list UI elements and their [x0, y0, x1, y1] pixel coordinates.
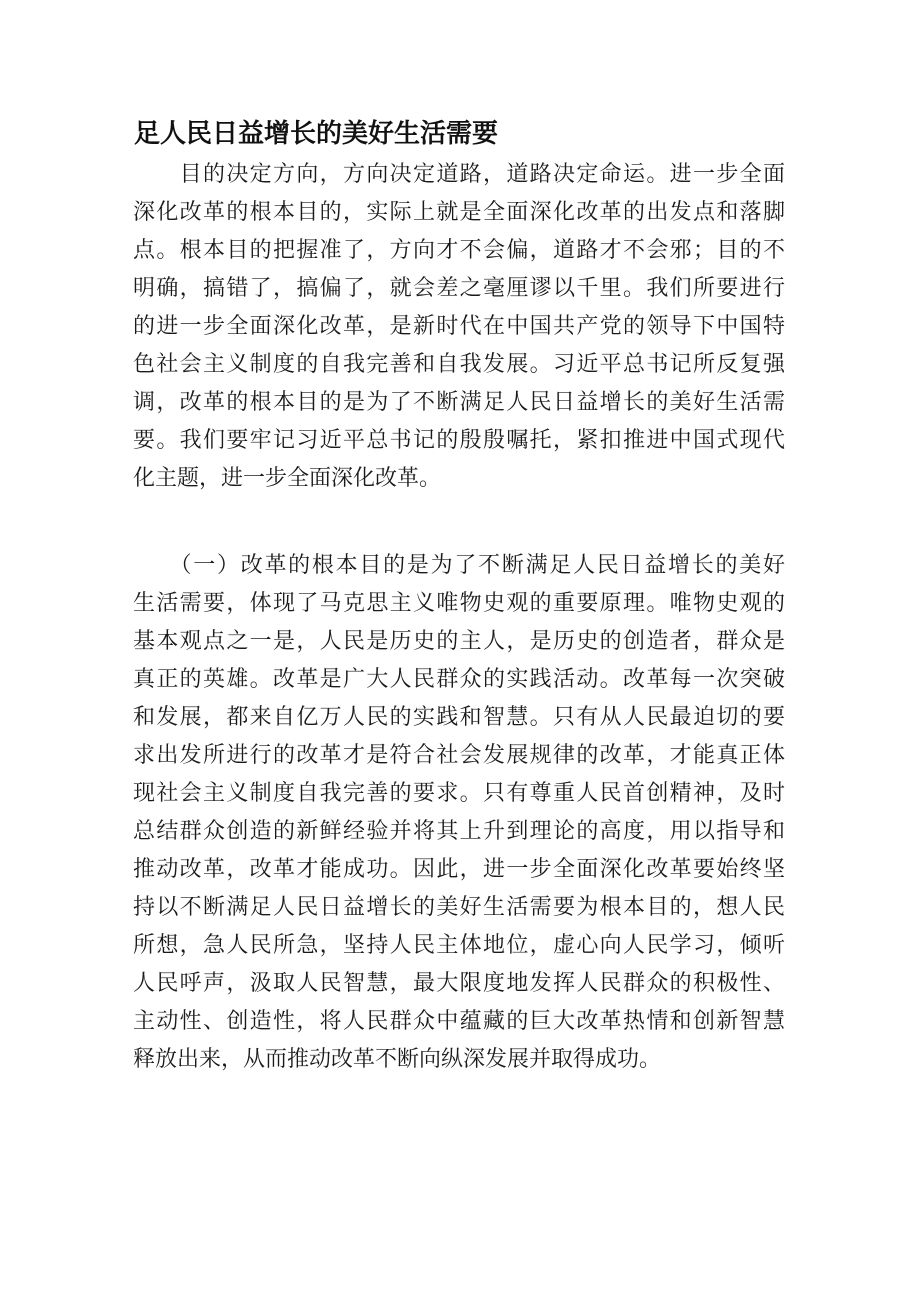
- text-line: 释放出来，从而推动改革不断向纵深发展并取得成功。: [133, 1047, 662, 1072]
- text-line: （一）改革的根本目的是为了不断满足人民日益增长的美好: [133, 553, 785, 578]
- text-line: 推动改革，改革才能成功。因此，进一步全面深化改革要始终坚: [133, 857, 785, 882]
- text-line: 目的决定方向，方向决定道路，道路决定命运。进一步全面: [133, 162, 785, 187]
- text-line: 总结群众创造的新鲜经验并将其上升到理论的高度，用以指导和: [133, 819, 785, 844]
- text-line: 要。我们要牢记习近平总书记的殷殷嘱托，紧扣推进中国式现代: [133, 428, 785, 453]
- text-line: 现社会主义制度自我完善的要求。只有尊重人民首创精神，及时: [133, 781, 785, 806]
- text-line: 明确，搞错了，搞偏了，就会差之毫厘谬以千里。我们所要进行: [133, 276, 785, 301]
- text-line: 的进一步全面深化改革，是新时代在中国共产党的领导下中国特: [133, 314, 785, 339]
- paragraph-section-one: [133, 547, 785, 1079]
- text-line: 真正的英雄。改革是广大人民群众的实践活动。改革每一次突破: [133, 667, 785, 692]
- paragraph-purpose: [133, 156, 785, 498]
- text-line: 点。根本目的把握准了，方向才不会偏，道路才不会邪；目的不: [133, 238, 785, 263]
- text-line: 色社会主义制度的自我完善和自我发展。习近平总书记所反复强: [133, 352, 785, 377]
- text-line: 和发展，都来自亿万人民的实践和智慧。只有从人民最迫切的要: [133, 705, 785, 730]
- text-line: 人民呼声，汲取人民智慧，最大限度地发挥人民群众的积极性、: [133, 971, 785, 996]
- text-line: 化主题，进一步全面深化改革。: [133, 466, 442, 491]
- text-line: 求出发所进行的改革才是符合社会发展规律的改革，才能真正体: [133, 743, 785, 768]
- text-line: 生活需要，体现了马克思主义唯物史观的重要原理。唯物史观的: [133, 591, 785, 616]
- text-line: 所想，急人民所急，坚持人民主体地位，虚心向人民学习，倾听: [133, 933, 785, 958]
- text-line: 主动性、创造性，将人民群众中蕴藏的巨大改革热情和创新智慧: [133, 1009, 785, 1034]
- text-line: 持以不断满足人民日益增长的美好生活需要为根本目的，想人民: [133, 895, 785, 920]
- text-line: 基本观点之一是，人民是历史的主人，是历史的创造者，群众是: [133, 629, 785, 654]
- section-heading: 足人民日益增长的美好生活需要: [134, 119, 499, 149]
- text-line: 深化改革的根本目的，实际上就是全面深化改革的出发点和落脚: [133, 200, 785, 225]
- text-line: 调，改革的根本目的是为了不断满足人民日益增长的美好生活需: [133, 390, 785, 415]
